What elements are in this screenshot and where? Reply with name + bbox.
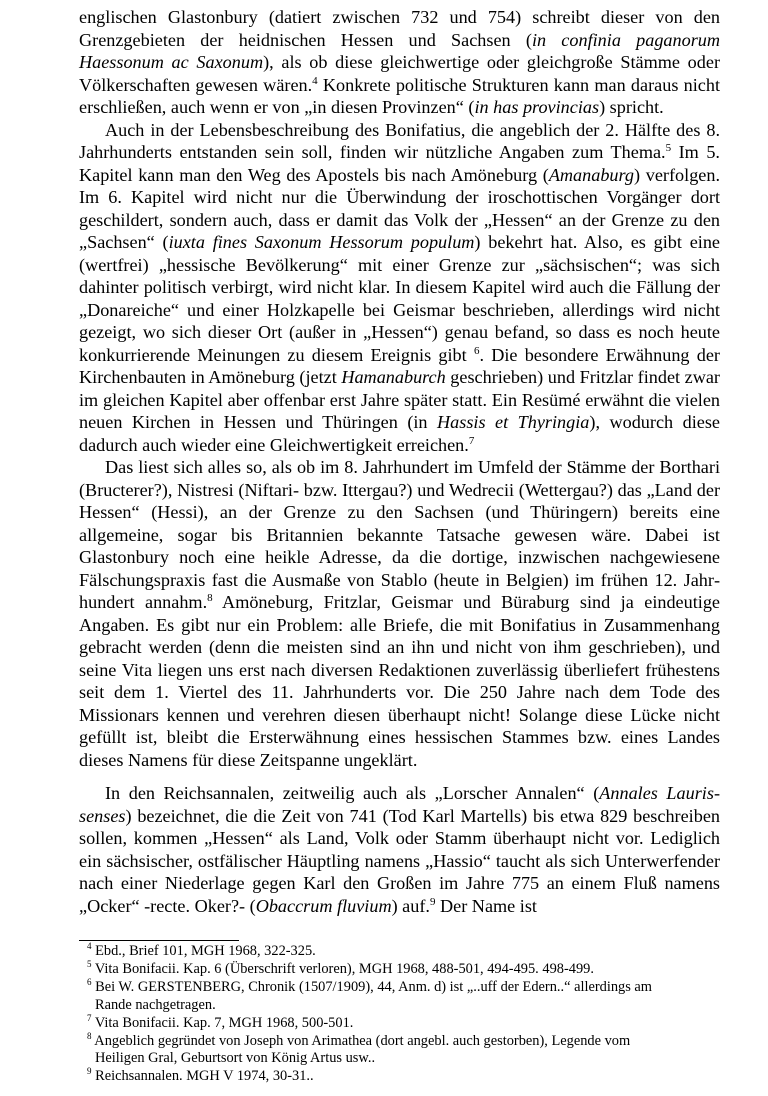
italic-text: Annales Laurissenses [79, 783, 721, 826]
paragraph [79, 119, 720, 457]
footnote-text: Angeblich gegründet von Joseph von Arimathea (dort angebl. auch gestorben), Legende vom [91, 1032, 631, 1049]
footnote-text: Heiligen Gral, Geburtsort von König Artus usw.. [95, 1050, 376, 1067]
text-segment: ), wodurch diese dadurch auch wieder eine Gleichwertigkeit erreichen. [79, 412, 720, 455]
text-segment: ) verfolgen. Im 6. Kapitel wird nicht nur die Überwindung der iroschottischen Vorgänger dort geschildert, sondern auch, dass er damit das Volk der „Hessen“ an der Grenze zu den „Sachsen“ ( [79, 164, 720, 252]
footnote [79, 961, 720, 979]
footnote-separator [79, 940, 239, 941]
italic-text: iuxta fines Saxonum Hessorum populum [168, 232, 475, 252]
footnote [79, 1068, 720, 1086]
footnotes [79, 943, 720, 1086]
footnote-text: Bei W. GERSTENBERG, Chronik (1507/1909), 44, Anm. d) ist „..uff der Edern..“ allerdings am [91, 978, 653, 995]
text-segment: . Die besondere Erwähnung der Kirchenbauten in Amöneburg (jetzt [79, 344, 720, 387]
text-segment: ) bekehrt hat. Also, es gibt eine (wertfrei) „hessische Bevölkerung“ mit einer Grenze zur „sächsischen“; was sich dahinter politisch verbirgt, wird nicht klar. In diesem Kapitel wird auch die Fällung der „Donareiche“ und einer Holzkapelle bei Geismar beschrieben, allerdings wird nicht gezeigt, wo sich dieser Ort (außer in „Hessen“) genau befand, so dass es noch heute konkurrierende Meinungen zu diesem Ereignis gibt [79, 232, 720, 365]
footnote-number: 7 [87, 1012, 92, 1023]
footnote-text: Rande nachgetragen. [95, 996, 216, 1013]
footnote-number: 8 [87, 1030, 92, 1041]
paragraph [79, 456, 720, 771]
footnote-reference: 5 [665, 141, 672, 154]
italic-text: Amanaburg [548, 164, 635, 185]
paragraph [79, 782, 720, 917]
text-segment: ) spricht. [599, 97, 664, 117]
footnote [79, 1030, 720, 1069]
footnote-text: Vita Bonifacii. Kap. 6 (Überschrift verloren), MGH 1968, 488-501, 494-495. 498-499. [91, 960, 594, 977]
italic-text: in confinia paganorum Haessonum ac Saxonum [79, 29, 721, 72]
footnote-text: Ebd., Brief 101, MGH 1968, 322-325. [91, 943, 316, 959]
italic-text: Hamanaburch [341, 367, 446, 387]
text-segment: Der Name ist [435, 895, 537, 916]
text-segment: Das liest sich alles so, als ob im 8. Jahrhundert im Umfeld der Stämme der Borthari (Bructerer?), Nistresi (Niftari- bzw. Ittergau?) und Wedrecii (Wettergau?) das „Land der Hessen“ (Hessi), an der Grenze zu den Sachsen (und Thüringern) bereits eine allgemeine, sogar bis Britannien bekannte Tatsache gewesen wäre. Dabei ist Glastonbury noch eine heikle Adresse, da die dortige, inzwischen nachgewiesene Fälschungspraxis fast die Ausmaße von Stablo (heute in Belgien) im frühen 12. Jahrhundert annahm. [79, 457, 720, 612]
footnote-text: Vita Bonifacii. Kap. 7, MGH 1968, 500-501. [91, 1014, 354, 1031]
footnote [79, 1012, 720, 1033]
text-segment: Amöneburg, Fritzlar, Geismar und Büraburg sind ja eindeutige Angaben. Es gibt nur ein Problem: alle Briefe, die mit Bonifatius in Zusammenhang gebracht werden (denn die meisten sind an ihn und nicht von ihm geschrieben), und seine Vita liegen uns erst nach diversen Redaktionen zuverlässig überliefert frühestens seit dem 1. Viertel des 11. Jahrhunderts vor. Die 250 Jahre nach dem Tode des Missionars kennen und verehren diesen überhaupt nicht! Solange diese Lücke nicht gefüllt ist, bleibt die Ersterwähnung eines hessischen Stammes bzw. eines Landes dieses Namens für diese Zeitspanne ungeklärt. [79, 592, 720, 770]
footnote [79, 979, 720, 1015]
text-segment: Konkrete politische Strukturen kann man daraus nicht erschließen, auch wenn er von „in diesen Provinzen“ ( [79, 74, 720, 117]
footnote-number: 9 [87, 1066, 92, 1077]
text-segment: ) auf. [391, 895, 430, 916]
text-segment: ) bezeichnet, die die Zeit von 741 (Tod Karl Martells) bis etwa 829 beschreiben sollen, kommen „Hessen“ als Land, Volk oder Stamm überhaupt nicht vor. Lediglich ein sächsischer, ostfälischer Häuptling namens „Hassio“ taucht als sich Unterwerfender nach einer Niederlage gegen Karl den Großen im Jahre 775 an einem Fluß namens „Ocker“ -recte. Oker?- ( [79, 805, 720, 916]
paragraph [79, 6, 720, 119]
italic-text: Obaccrum fluvium [255, 895, 392, 916]
text-segment: Im 5. Kapitel kann man den Weg des Apostels bis nach Amöneburg ( [79, 142, 720, 185]
footnote-reference: 4 [312, 74, 318, 87]
italic-text: Hassis et Thyringia [437, 412, 590, 432]
text-segment: geschrieben) und Fritzlar findet zwar im gleichen Kapitel aber offenbar erst Jahre später statt. Ein Resümé erwähnt die vielen neuen Kirchen in Hessen und Thüringen (in [79, 367, 720, 432]
text-segment: englischen Glastonbury (datiert zwischen 732 und 754) schreibt dieser von den Grenzgebieten der heidnischen Hessen und Sachsen ( [79, 7, 720, 50]
text-segment: ), als ob diese gleichwertige oder gleichgroße Stämme oder Völkerschaften gewesen wären. [79, 52, 720, 95]
footnote-reference: 9 [429, 895, 436, 908]
text-segment: In den Reichsannalen, zeitweilig auch als „Lorscher Annalen“ ( [105, 783, 600, 803]
footnote-text: Reichsannalen. MGH V 1974, 30-31.. [91, 1068, 314, 1085]
footnote-reference: 8 [207, 591, 213, 604]
footnote-number: 6 [87, 977, 92, 988]
footnote-reference: 6 [473, 344, 480, 357]
text-segment: Auch in der Lebensbeschreibung des Bonifatius, die angeblich der 2. Hälfte des 8. Jahrhunderts entstanden sein soll, finden wir nützliche Angaben zum Thema. [79, 119, 720, 162]
footnote-number: 4 [87, 941, 92, 952]
footnote-number: 5 [87, 959, 92, 970]
footnote-reference: 7 [468, 434, 475, 447]
footnote [79, 943, 720, 961]
document-body [79, 6, 720, 917]
italic-text: in has provincias [474, 97, 600, 117]
